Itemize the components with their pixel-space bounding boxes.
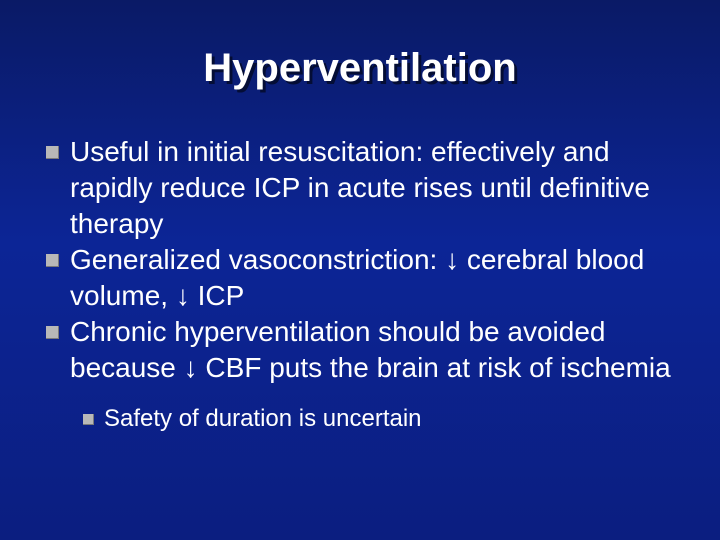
- square-bullet-icon: [46, 146, 59, 159]
- square-bullet-icon: [83, 414, 94, 425]
- sub-bullet-item: [0, 403, 720, 435]
- bullet-list: [0, 134, 720, 435]
- sub-bullet-text: Safety of duration is uncertain: [104, 405, 422, 432]
- slide-title: Hyperventilation: [203, 46, 517, 90]
- bullet-text: Chronic hyperventilation should be avoided because ↓ CBF puts the brain at risk of ischemia: [70, 316, 671, 383]
- bullet-item: [0, 242, 720, 314]
- square-bullet-icon: [46, 254, 59, 267]
- bullet-text: Useful in initial resuscitation: effectively and rapidly reduce ICP in acute rises until definitive therapy: [70, 136, 651, 239]
- square-bullet-icon: [46, 326, 59, 339]
- bullet-item: [0, 314, 720, 386]
- bullet-text: Generalized vasoconstriction: ↓ cerebral blood volume, ↓ ICP: [70, 244, 645, 311]
- bullet-item: [0, 134, 720, 242]
